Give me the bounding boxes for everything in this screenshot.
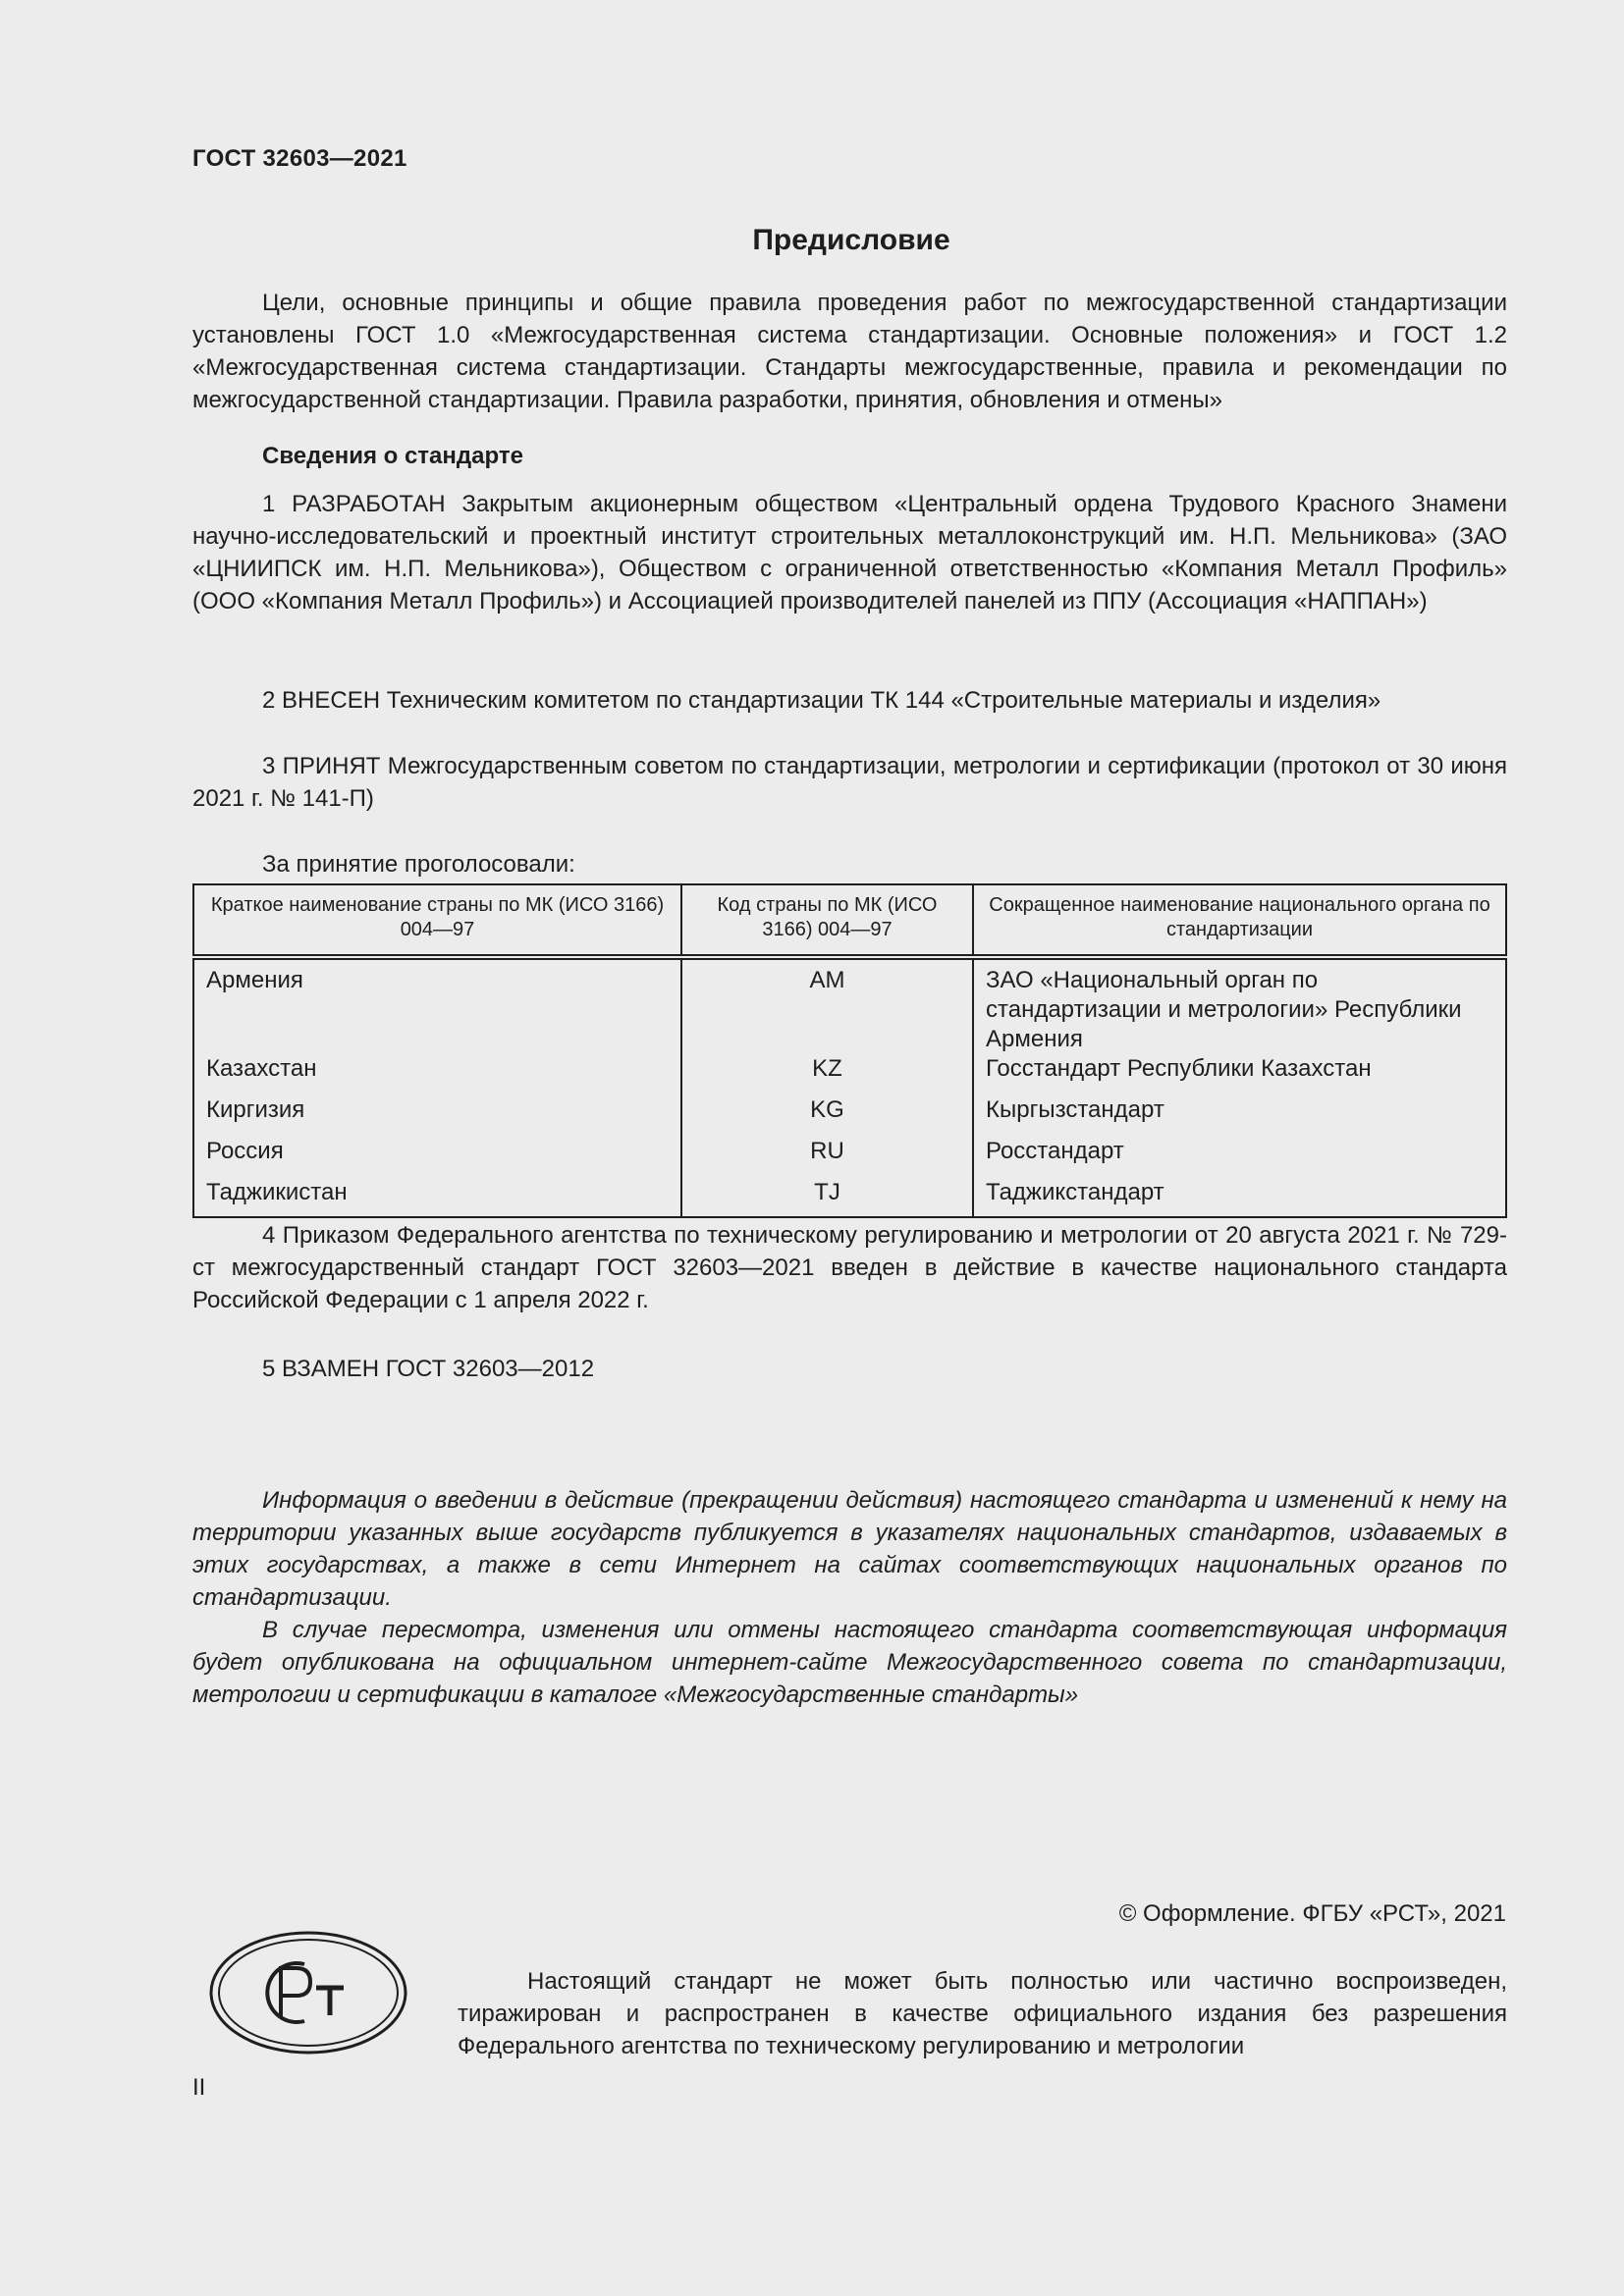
item-2-introduced: 2 ВНЕСЕН Техническим комитетом по стандартизации ТК 144 «Строительные материалы и изделия»: [262, 687, 1381, 714]
item-4-enacted: 4 Приказом Федерального агентства по техническому регулированию и метрологии от 20 августа 2021 г. № 729-ст межгосударственный стандарт ГОСТ 32603—2021 введен в действие в качестве национального стандарта Российской Федерации с 1 апреля 2022 г.: [192, 1222, 1507, 1313]
table-row: [193, 1054, 1506, 1095]
cell-country: Таджикистан: [193, 1178, 681, 1217]
cell-code: KZ: [681, 1054, 973, 1095]
item-1-developed: 1 РАЗРАБОТАН Закрытым акционерным обществом «Центральный ордена Трудового Красного Знамени научно-исследовательский и проектный институт строительных металлоконструкций им. Н.П. Мельникова» (ЗАО «ЦНИИПСК им. Н.П. Мельникова»), Обществом с ограниченной ответственностью «Компания Металл Профиль» (ООО «Компания Металл Профиль») и Ассоциацией производителей панелей из ППУ (Ассоциация «НАППАН»): [192, 491, 1507, 614]
cell-code: TJ: [681, 1178, 973, 1217]
votes-table: [192, 883, 1507, 1218]
page-title: Предисловие: [752, 224, 950, 256]
cell-country: Киргизия: [193, 1095, 681, 1137]
header-country: Краткое наименование страны по МК (ИСО 3166) 004—97: [193, 884, 681, 957]
header-authority: Сокращенное наименование национального органа по стандартизации: [973, 884, 1506, 957]
table-row: [193, 1095, 1506, 1137]
page-number: II: [192, 2074, 206, 2101]
cell-country: Армения: [193, 957, 681, 1054]
intro-paragraph: Цели, основные принципы и общие правила проведения работ по межгосударственной стандартизации установлены ГОСТ 1.0 «Межгосударственная система стандартизации. Основные положения» и ГОСТ 1.2 «Межгосударственная система стандартизации. Стандарты межгосударственные, правила и рекомендации по межгосударственной стандартизации. Правила разработки, принятия, обновления и отмены»: [192, 290, 1507, 413]
cell-country: Казахстан: [193, 1054, 681, 1095]
cell-code: KG: [681, 1095, 973, 1137]
cell-authority: Госстандарт Республики Казахстан: [973, 1054, 1506, 1095]
votes-label: За принятие проголосовали:: [262, 851, 575, 878]
copyright: © Оформление. ФГБУ «РСТ», 2021: [1118, 1900, 1506, 1927]
table-row: [193, 1178, 1506, 1217]
table-header-row: [193, 884, 1506, 957]
table-row: [193, 1137, 1506, 1178]
footer-note: Настоящий стандарт не может быть полностью или частично воспроизведен, тиражирован и распространен в качестве официального издания без разрешения Федерального агентства по техническому регулированию и метрологии: [458, 1968, 1507, 2059]
item-3-adopted: 3 ПРИНЯТ Межгосударственным советом по стандартизации, метрологии и сертификации (протокол от 30 июня 2021 г. № 141-П): [192, 753, 1507, 812]
notice-paragraph-2: В случае пересмотра, изменения или отмены настоящего стандарта соответствующая информация будет опубликована на официальном интернет-сайте Межгосударственного совета по стандартизации, метрологии и сертификации в каталоге «Межгосударственные стандарты»: [192, 1617, 1507, 1708]
item-5-replaces: 5 ВЗАМЕН ГОСТ 32603—2012: [262, 1356, 595, 1382]
document-id: ГОСТ 32603—2021: [192, 145, 407, 172]
header-code: Код страны по МК (ИСО 3166) 004—97: [681, 884, 973, 957]
cell-code: RU: [681, 1137, 973, 1178]
notice-block: [192, 1484, 1507, 1711]
cell-code: AM: [681, 957, 973, 1054]
cell-authority: ЗАО «Национальный орган по стандартизации и метрологии» Республики Армения: [973, 957, 1506, 1054]
cell-authority: Таджикстандарт: [973, 1178, 1506, 1217]
cell-authority: Кыргызстандарт: [973, 1095, 1506, 1137]
rst-logo: [208, 1929, 409, 2056]
cell-authority: Росстандарт: [973, 1137, 1506, 1178]
cell-country: Россия: [193, 1137, 681, 1178]
notice-paragraph-1: Информация о введении в действие (прекращении действия) настоящего стандарта и изменений к нему на территории указанных выше государств публикуется в указателях национальных стандартов, издаваемых в этих государствах, а также в сети Интернет на сайтах соответствующих национальных органов по стандартизации.: [192, 1487, 1507, 1611]
info-heading: Сведения о стандарте: [262, 443, 523, 469]
table-row: [193, 957, 1506, 1054]
